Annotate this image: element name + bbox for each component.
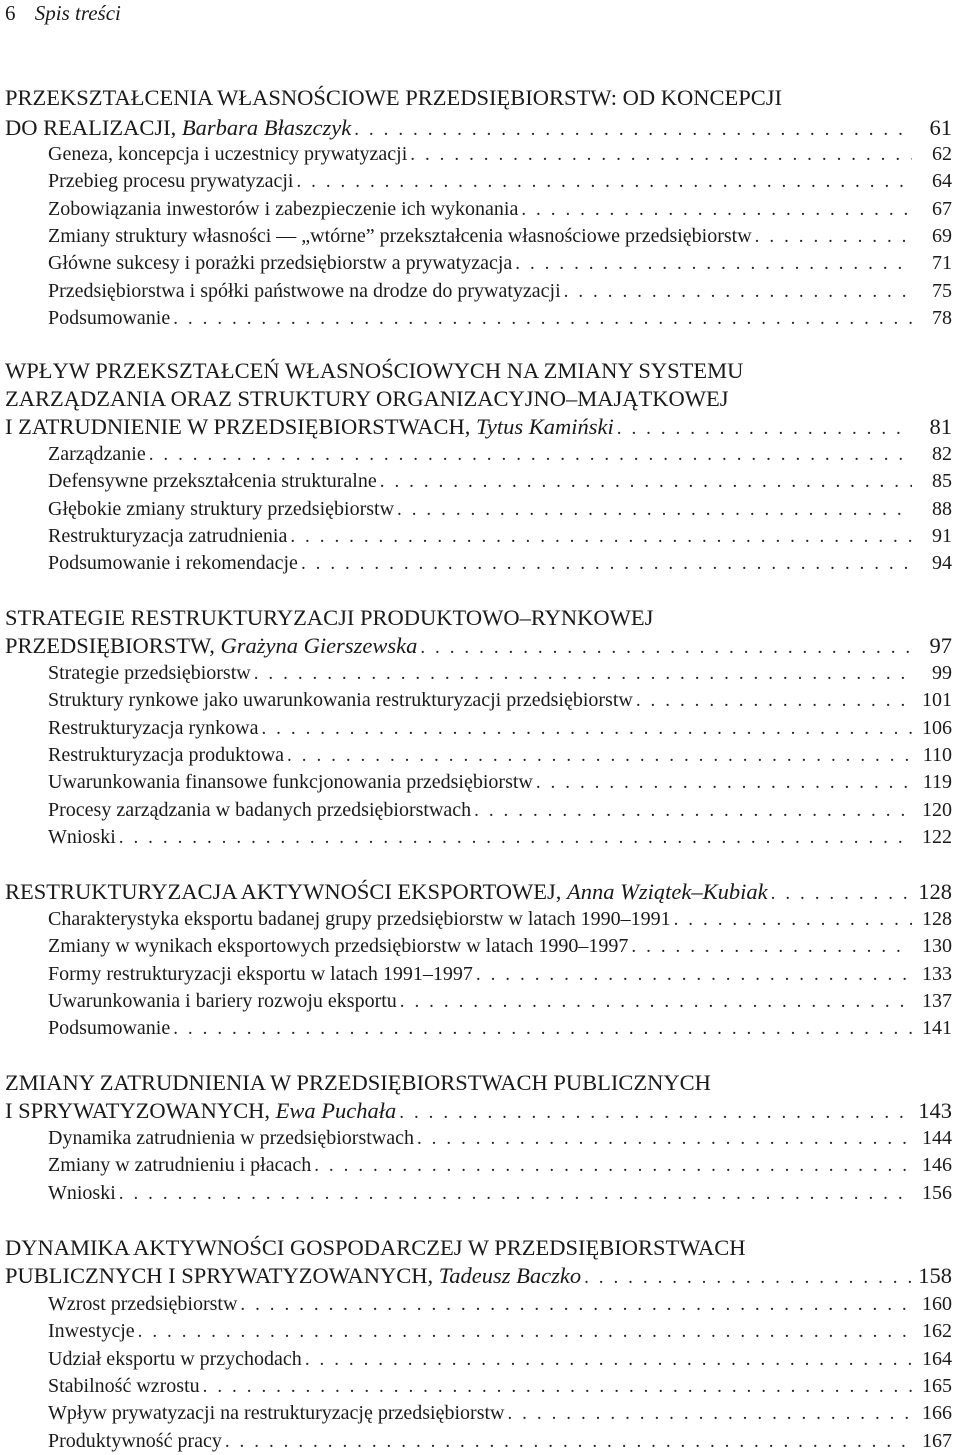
dot-leader (420, 634, 912, 662)
toc-entry[interactable] (48, 797, 952, 824)
toc-entry[interactable] (48, 660, 952, 687)
page-number-ref: 61 (929, 115, 952, 140)
toc-entry-title: Charakterystyka eksportu badanej grupy przedsiębiorstw w latach 1990–1991 (48, 908, 671, 930)
toc-entry-title: Restrukturyzacja zatrudnienia (48, 525, 288, 547)
section-heading-entry[interactable] (5, 413, 952, 441)
toc-entry[interactable] (48, 1428, 952, 1455)
toc-entry[interactable] (48, 687, 952, 714)
toc-entry[interactable] (48, 824, 952, 851)
toc-entry-title: Inwestycje (48, 1320, 135, 1342)
section-heading-entry[interactable] (5, 878, 952, 906)
toc-entry[interactable] (48, 961, 952, 988)
page-number-ref: 167 (922, 1430, 952, 1452)
section-heading-text: I ZATRUDNIENIE W PRZEDSIĘBIORSTWACH, Tytus Kamiński (5, 414, 614, 439)
toc-entry[interactable] (48, 250, 952, 277)
toc-entry-title: Restrukturyzacja produktowa (48, 744, 285, 766)
toc-entry-title: Uwarunkowania i bariery rozwoju eksportu (48, 990, 397, 1012)
page-number-ref: 160 (922, 1293, 952, 1315)
author-name: Grażyna Gierszewska (220, 633, 418, 658)
toc-entry[interactable] (48, 1400, 952, 1427)
dot-leader (507, 1400, 912, 1427)
section-heading-line: WPŁYW PRZEKSZTAŁCEŃ WŁASNOŚCIOWYCH NA ZMIANY SYSTEMU (5, 358, 744, 383)
dot-leader (617, 415, 912, 443)
toc-entry-title: Strategie przedsiębiorstw (48, 662, 251, 684)
toc-entry[interactable] (48, 141, 952, 168)
toc-entry[interactable] (48, 933, 952, 960)
dot-leader (301, 550, 912, 577)
section-heading-line: STRATEGIE RESTRUKTURYZACJI PRODUKTOWO–RYNKOWEJ (5, 605, 654, 630)
toc-entry[interactable] (48, 168, 952, 195)
dot-leader (755, 223, 912, 250)
page-number-ref: 62 (932, 143, 952, 165)
page-number-ref: 94 (932, 552, 952, 574)
dot-leader (261, 715, 912, 742)
page-number-ref: 156 (922, 1182, 952, 1204)
toc-entry-title: Wnioski (48, 826, 116, 848)
toc-entry[interactable] (48, 1180, 952, 1207)
section-heading-line: ZMIANY ZATRUDNIENIA W PRZEDSIĘBIORSTWACH PUBLICZNYCH (5, 1070, 711, 1095)
author-name: Ewa Puchała (275, 1098, 397, 1123)
dot-leader (354, 116, 912, 144)
page-number-ref: 71 (932, 252, 952, 274)
page-number-ref: 137 (922, 990, 952, 1012)
page-number-ref: 122 (922, 826, 952, 848)
dot-leader (476, 961, 912, 988)
page-number-ref: 75 (932, 280, 952, 302)
toc-entry-title: Dynamika zatrudnienia w przedsiębiorstwach (48, 1127, 414, 1149)
dot-leader (119, 1180, 912, 1207)
toc-entry-title: Podsumowanie i rekomendacje (48, 552, 298, 574)
dot-leader (474, 797, 912, 824)
toc-entry-title: Wnioski (48, 1182, 116, 1204)
author-name: Barbara Błaszczyk (181, 115, 352, 140)
toc-entry-title: Procesy zarządzania w badanych przedsiębiorstwach (48, 799, 472, 821)
toc-entry-title: Stabilność wzrostu (48, 1375, 200, 1397)
dot-leader (287, 742, 912, 769)
toc-entry[interactable] (48, 1373, 952, 1400)
author-name: Tadeusz Baczko (438, 1263, 582, 1288)
page-number-ref: 81 (929, 414, 952, 439)
toc-entry[interactable] (48, 196, 952, 223)
toc-entry[interactable] (48, 278, 952, 305)
section-heading-entry[interactable] (5, 114, 952, 142)
dot-leader (410, 141, 912, 168)
toc-entry-title: Podsumowanie (48, 307, 171, 329)
toc-entry-title: Zarządzanie (48, 443, 146, 465)
toc-entry-title: Przebieg procesu prywatyzacji (48, 170, 294, 192)
page-number-ref: 101 (922, 689, 952, 711)
dot-leader (399, 1099, 912, 1127)
page-number-ref: 120 (922, 799, 952, 821)
toc-entry[interactable] (48, 1015, 952, 1042)
section-heading-text: PRZEDSIĘBIORSTW, Grażyna Gierszewska (5, 633, 418, 658)
dot-leader (173, 1015, 912, 1042)
page-number-ref: 88 (932, 498, 952, 520)
dot-leader (564, 278, 912, 305)
toc-entry[interactable] (48, 496, 952, 523)
dot-leader (203, 1373, 912, 1400)
toc-entry-title: Wpływ prywatyzacji na restrukturyzację przedsiębiorstw (48, 1402, 505, 1424)
toc-entry-title: Restrukturyzacja rynkowa (48, 717, 259, 739)
page-number-ref: 85 (932, 470, 952, 492)
toc-entry[interactable] (48, 715, 952, 742)
dot-leader (290, 523, 912, 550)
dot-leader (771, 880, 912, 908)
section-heading-entry[interactable] (5, 632, 952, 660)
dot-leader (536, 769, 912, 796)
section-heading-line: DYNAMIKA AKTYWNOŚCI GOSPODARCZEJ W PRZEDSIĘBIORSTWACH (5, 1235, 746, 1260)
dot-leader (521, 196, 912, 223)
toc-entry[interactable] (48, 305, 952, 332)
toc-entry-title: Główne sukcesy i porażki przedsiębiorstw a prywatyzacja (48, 252, 513, 274)
page-number-ref: 91 (932, 525, 952, 547)
toc-entry-title: Zobowiązania inwestorów i zabezpieczenie ich wykonania (48, 198, 519, 220)
section-heading-text: RESTRUKTURYZACJA AKTYWNOŚCI EKSPORTOWEJ, Anna Wziątek–Kubiak (5, 879, 768, 904)
dot-leader (240, 1291, 912, 1318)
author-name: Tytus Kamiński (476, 414, 614, 439)
dot-leader (417, 1125, 912, 1152)
toc-entry[interactable] (48, 1318, 952, 1345)
toc-entry-title: Zmiany w wynikach eksportowych przedsiębiorstw w latach 1990–1997 (48, 935, 629, 957)
dot-leader (119, 824, 912, 851)
toc-entry[interactable] (48, 906, 952, 933)
dot-leader (296, 168, 912, 195)
toc-entry-title: Uwarunkowania finansowe funkcjonowania przedsiębiorstw (48, 771, 533, 793)
page-number-ref: 64 (932, 170, 952, 192)
dot-leader (400, 988, 912, 1015)
page-number-ref: 164 (922, 1348, 952, 1370)
section-heading-entry[interactable] (5, 1097, 952, 1125)
dot-leader (314, 1152, 912, 1179)
toc-entry[interactable] (48, 468, 952, 495)
toc-entry-title: Geneza, koncepcja i uczestnicy prywatyzacji (48, 143, 408, 165)
toc-entry[interactable] (48, 988, 952, 1015)
dot-leader (674, 906, 912, 933)
page-number-ref: 144 (922, 1127, 952, 1149)
page-number-ref: 78 (932, 307, 952, 329)
page-number-ref: 158 (918, 1263, 952, 1288)
toc-entry-title: Defensywne przekształcenia strukturalne (48, 470, 377, 492)
dot-leader (138, 1318, 912, 1345)
page-number-ref: 143 (918, 1098, 952, 1123)
page-number-ref: 110 (922, 744, 952, 766)
dot-leader (305, 1346, 912, 1373)
running-header (5, 0, 121, 28)
author-name: Anna Wziątek–Kubiak (567, 879, 768, 904)
page-number-ref: 133 (922, 963, 952, 985)
toc-entry[interactable] (48, 223, 952, 250)
toc-entry-title: Zmiany w zatrudnieniu i płacach (48, 1154, 312, 1176)
page-number-ref: 99 (932, 662, 952, 684)
page-number-ref: 82 (932, 443, 952, 465)
dot-leader (397, 496, 912, 523)
page-number-ref: 69 (932, 225, 952, 247)
dot-leader (254, 660, 912, 687)
page-number-ref: 146 (922, 1154, 952, 1176)
toc-entry-title: Przedsiębiorstwa i spółki państwowe na drodze do prywatyzacji (48, 280, 561, 302)
toc-entry-title: Głębokie zmiany struktury przedsiębiorstw (48, 498, 395, 520)
page-number-ref: 128 (918, 879, 952, 904)
dot-leader (515, 250, 912, 277)
toc-entry-title: Zmiany struktury własności — „wtórne” przekształcenia własnościowe przedsiębiorstw (48, 225, 752, 247)
toc-entry[interactable] (48, 523, 952, 550)
section-heading-line: PRZEKSZTAŁCENIA WŁASNOŚCIOWE PRZEDSIĘBIORSTW: OD KONCEPCJI (5, 85, 782, 110)
page-number-ref: 130 (922, 935, 952, 957)
page-number-ref: 119 (922, 771, 952, 793)
toc-entry[interactable] (48, 1152, 952, 1179)
toc-entry[interactable] (48, 1125, 952, 1152)
page-number-ref: 67 (932, 198, 952, 220)
page-number-ref: 162 (922, 1320, 952, 1342)
dot-leader (584, 1264, 912, 1292)
section-heading-line: ZARZĄDZANIA ORAZ STRUKTURY ORGANIZACYJNO–MAJĄTKOWEJ (5, 386, 729, 411)
toc-entry[interactable] (48, 769, 952, 796)
section-heading-text: PUBLICZNYCH I SPRYWATYZOWANYCH, Tadeusz Baczko (5, 1263, 582, 1288)
toc-entry[interactable] (48, 1346, 952, 1373)
toc-entry-title: Produktywność pracy (48, 1430, 222, 1452)
toc-entry-title: Struktury rynkowe jako uwarunkowania restrukturyzacji przedsiębiorstw (48, 689, 633, 711)
toc-entry-title: Podsumowanie (48, 1017, 171, 1039)
page-number-ref: 141 (922, 1017, 952, 1039)
dot-leader (636, 687, 912, 714)
dot-leader (225, 1428, 912, 1455)
dot-leader (631, 933, 912, 960)
page-number-ref: 97 (929, 633, 952, 658)
toc-entry[interactable] (48, 550, 952, 577)
toc-entry[interactable] (48, 441, 952, 468)
toc-entry[interactable] (48, 742, 952, 769)
section-heading-text: DO REALIZACJI, Barbara Błaszczyk (5, 115, 352, 140)
toc-entry-title: Wzrost przedsiębiorstw (48, 1293, 238, 1315)
running-title: Spis treści (34, 1, 121, 25)
page-number-ref: 166 (922, 1402, 952, 1424)
page-number-ref: 165 (922, 1375, 952, 1397)
dot-leader (380, 468, 912, 495)
toc-entry[interactable] (48, 1291, 952, 1318)
page-number-ref: 106 (922, 717, 952, 739)
page-number-ref: 128 (922, 908, 952, 930)
dot-leader (149, 441, 912, 468)
toc-entry-title: Udział eksportu w przychodach (48, 1348, 302, 1370)
section-heading-text: I SPRYWATYZOWANYCH, Ewa Puchała (5, 1098, 397, 1123)
toc-entry-title: Formy restrukturyzacji eksportu w latach 1991–1997 (48, 963, 473, 985)
dot-leader (173, 305, 912, 332)
section-heading-entry[interactable] (5, 1262, 952, 1290)
page-number: 6 (5, 1, 16, 25)
